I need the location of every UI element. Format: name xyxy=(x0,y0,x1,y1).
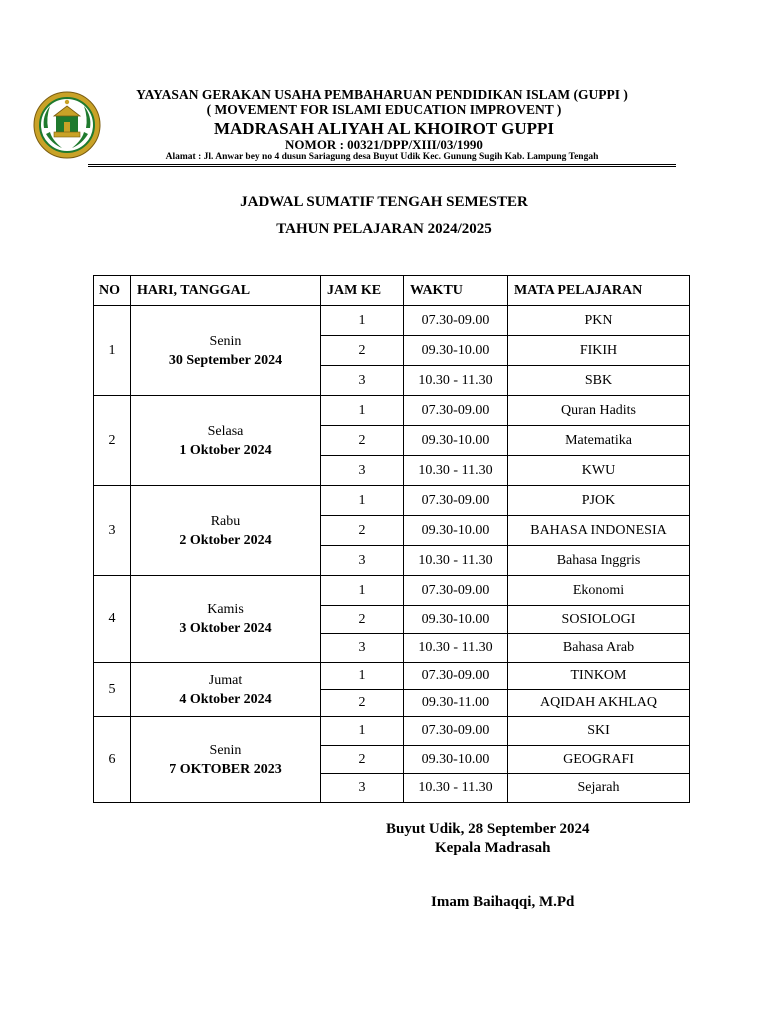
subject-name: Sejarah xyxy=(508,774,690,803)
signature-name: Imam Baihaqqi, M.Pd xyxy=(431,894,575,910)
day-date-cell xyxy=(131,396,321,486)
session-time: 07.30-09.00 xyxy=(404,306,508,336)
subject-name: AQIDAH AKHLAQ xyxy=(508,690,690,717)
column-header: JAM KE xyxy=(321,276,404,306)
subject-name: SOSIOLOGI xyxy=(508,606,690,634)
table-row xyxy=(94,717,690,746)
session-time: 10.30 - 11.30 xyxy=(404,456,508,486)
subject-name: KWU xyxy=(508,456,690,486)
exam-date: 4 Oktober 2024 xyxy=(179,691,272,707)
signature-role: Kepala Madrasah xyxy=(435,840,551,856)
session-number: 1 xyxy=(321,717,404,746)
registration-number: NOMOR : 00321/DPP/XIII/03/1990 xyxy=(285,137,483,152)
subject-name: Bahasa Inggris xyxy=(508,546,690,576)
signature-place-date: Buyut Udik, 28 September 2024 xyxy=(386,821,590,837)
session-number: 3 xyxy=(321,366,404,396)
session-time: 09.30-10.00 xyxy=(404,606,508,634)
session-number: 3 xyxy=(321,546,404,576)
table-row xyxy=(94,486,690,516)
subject-name: FIKIH xyxy=(508,336,690,366)
school-name: MADRASAH ALIYAH AL KHOIROT GUPPI xyxy=(213,119,555,138)
column-header: WAKTU xyxy=(404,276,508,306)
school-address: Alamat : Jl. Anwar bey no 4 dusun Sariagung desa Buyut Udik Kec. Gunung Sugih Kab. Lampung Tengah xyxy=(165,152,599,162)
subject-name: Ekonomi xyxy=(508,576,690,606)
session-time: 07.30-09.00 xyxy=(404,663,508,690)
session-time: 09.30-10.00 xyxy=(404,746,508,774)
day-number: 2 xyxy=(94,396,131,486)
exam-date: 2 Oktober 2024 xyxy=(179,532,272,548)
column-header: MATA PELAJARAN xyxy=(508,276,690,306)
day-name: Selasa xyxy=(207,423,244,439)
session-number: 2 xyxy=(321,690,404,717)
day-date-cell xyxy=(131,486,321,576)
subject-name: TINKOM xyxy=(508,663,690,690)
day-name: Kamis xyxy=(207,602,244,617)
session-time: 09.30-10.00 xyxy=(404,336,508,366)
session-time: 10.30 - 11.30 xyxy=(404,774,508,803)
day-date-cell xyxy=(131,576,321,663)
day-name: Jumat xyxy=(208,672,243,688)
table-row xyxy=(94,396,690,426)
subject-name: SBK xyxy=(508,366,690,396)
subject-name: GEOGRAFI xyxy=(508,746,690,774)
table-row xyxy=(94,576,690,606)
session-number: 2 xyxy=(321,516,404,546)
session-number: 3 xyxy=(321,456,404,486)
session-number: 3 xyxy=(321,634,404,663)
column-header: NO xyxy=(94,276,131,306)
day-date-cell xyxy=(131,306,321,396)
header-divider xyxy=(88,164,676,165)
day-number: 4 xyxy=(94,576,131,663)
schedule-table xyxy=(93,275,690,803)
day-name: Senin xyxy=(209,333,242,349)
exam-date: 1 Oktober 2024 xyxy=(179,442,272,458)
foundation-name: YAYASAN GERAKAN USAHA PEMBAHARUAN PENDIDIKAN ISLAM (GUPPI ) xyxy=(136,87,628,102)
session-number: 1 xyxy=(321,306,404,336)
session-number: 1 xyxy=(321,486,404,516)
table-row xyxy=(94,306,690,336)
day-number: 1 xyxy=(94,306,131,396)
day-number: 5 xyxy=(94,663,131,717)
day-date-cell xyxy=(131,663,321,717)
session-number: 2 xyxy=(321,746,404,774)
session-number: 1 xyxy=(321,396,404,426)
schedule-body xyxy=(94,306,690,803)
session-number: 1 xyxy=(321,576,404,606)
subject-name: PJOK xyxy=(508,486,690,516)
exam-date: 3 Oktober 2024 xyxy=(179,621,272,636)
day-number: 6 xyxy=(94,717,131,803)
day-name: Rabu xyxy=(210,513,241,529)
table-row xyxy=(94,663,690,690)
exam-date: 7 OKTOBER 2023 xyxy=(169,761,282,777)
table-header-row xyxy=(94,276,690,306)
session-number: 2 xyxy=(321,336,404,366)
header-divider-secondary xyxy=(88,166,676,167)
session-time: 07.30-09.00 xyxy=(404,717,508,746)
day-name: Senin xyxy=(209,742,242,758)
session-time: 09.30-11.00 xyxy=(404,690,508,717)
session-number: 1 xyxy=(321,663,404,690)
foundation-subtitle: ( MOVEMENT FOR ISLAMI EDUCATION IMPROVENT ) xyxy=(206,102,562,117)
session-time: 10.30 - 11.30 xyxy=(404,634,508,663)
day-number: 3 xyxy=(94,486,131,576)
academic-year: TAHUN PELAJARAN 2024/2025 xyxy=(276,221,492,237)
subject-name: Bahasa Arab xyxy=(508,634,690,663)
session-time: 07.30-09.00 xyxy=(404,396,508,426)
session-time: 09.30-10.00 xyxy=(404,426,508,456)
exam-date: 30 September 2024 xyxy=(168,352,283,368)
session-time: 10.30 - 11.30 xyxy=(404,546,508,576)
subject-name: PKN xyxy=(508,306,690,336)
session-number: 2 xyxy=(321,606,404,634)
session-time: 07.30-09.00 xyxy=(404,486,508,516)
subject-name: Matematika xyxy=(508,426,690,456)
document-title: JADWAL SUMATIF TENGAH SEMESTER xyxy=(240,194,528,210)
session-number: 3 xyxy=(321,774,404,803)
session-number: 2 xyxy=(321,426,404,456)
session-time: 07.30-09.00 xyxy=(404,576,508,606)
subject-name: BAHASA INDONESIA xyxy=(508,516,690,546)
day-date-cell xyxy=(131,717,321,803)
column-header: HARI, TANGGAL xyxy=(131,276,321,306)
session-time: 10.30 - 11.30 xyxy=(404,366,508,396)
subject-name: Quran Hadits xyxy=(508,396,690,426)
session-time: 09.30-10.00 xyxy=(404,516,508,546)
subject-name: SKI xyxy=(508,717,690,746)
